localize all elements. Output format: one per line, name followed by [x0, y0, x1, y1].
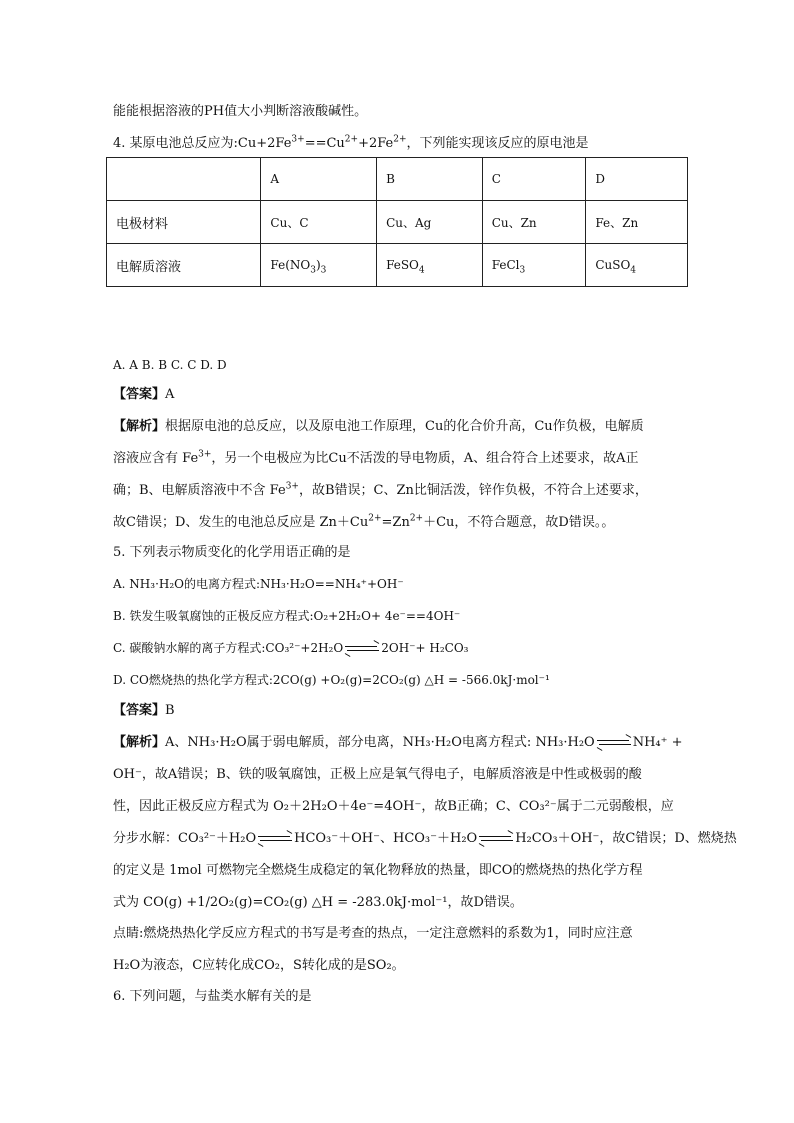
analysis-text: 确；B、电解质溶液中不含 Fe [113, 483, 286, 498]
table-cell: Fe、Zn [586, 201, 688, 244]
q5-option-d: D. CO燃烧热的热化学方程式:2CO(g) +O₂(g)=2CO₂(g) △H = -566.0kJ·mol⁻¹ [113, 673, 550, 687]
table-cell: Cu、Ag [377, 201, 483, 244]
table-cell [586, 244, 688, 287]
row-label-electrolyte: 电解质溶液 [107, 244, 261, 287]
answer-tag: 【答案】 [113, 387, 166, 402]
q4-choices: A. A B. B C. C D. D [113, 358, 227, 372]
q5-analysis-line-2: OH⁻，故A错误；B、铁的吸氧腐蚀，正极上应是氧气得电子，电解质溶液是中性或极弱的酸 [113, 767, 642, 782]
formula-sub: 4 [630, 265, 637, 276]
question-6-stem: 6. 下列问题，与盐类水解有关的是 [113, 989, 312, 1004]
q4-stem-sup2: 2+ [344, 134, 359, 145]
analysis-text: H₂CO₃＋OH⁻，故C错误；D、燃烧热 [515, 831, 737, 846]
analysis-text: NH₄⁺ + [632, 735, 683, 750]
q5-option-b: B. 铁发生吸氧腐蚀的正极反应方程式:O₂+2H₂O+ 4e⁻==4OH⁻ [113, 609, 461, 623]
q4-stem-mid1: ==Cu [304, 136, 345, 151]
table-header-cell: C [482, 158, 586, 201]
q5-tip-line-1: 点睛:燃烧热热化学反应方程式的书写是考查的热点，一定注意燃料的系数为1，同时应注意 [113, 926, 633, 941]
equilibrium-arrow-icon [345, 645, 379, 653]
analysis-sup: 3+ [198, 449, 212, 460]
q4-analysis-line-1 [113, 419, 703, 435]
analysis-text: HCO₃⁻＋OH⁻、HCO₃⁻＋H₂O [294, 831, 478, 846]
option-text: 2OH⁻+ H₂CO₃ [381, 641, 469, 655]
q5-analysis-line-3: 性，因此正极反应方程式为 O₂＋2H₂O＋4e⁻=4OH⁻，故B正确；C、CO₃²⁻属于二元弱酸根，应 [113, 799, 674, 814]
equilibrium-arrow-icon [597, 739, 631, 747]
table-cell [261, 244, 377, 287]
analysis-text: ＋Cu，不符合题意，故D错误。。 [423, 515, 615, 530]
analysis-text: 根据原电池的总反应，以及原电池工作原理，Cu的化合价升高，Cu作负极，电解质 [165, 419, 644, 434]
equilibrium-arrow-icon [479, 835, 513, 843]
analysis-text: A、NH₃·H₂O属于弱电解质，部分电离，NH₃·H₂O电离方程式: NH₃·H₂O [165, 735, 595, 750]
intro-line: 能能根据溶液的PH值大小判断溶液酸碱性。 [113, 104, 368, 119]
q5-analysis-line-4 [113, 831, 737, 847]
equilibrium-arrow-icon [258, 835, 292, 843]
q4-analysis-line-2 [113, 451, 703, 467]
table-cell [482, 244, 586, 287]
table-row [107, 201, 688, 244]
q5-analysis-line-5: 的定义是 1mol 可燃物完全燃烧生成稳定的氧化物释放的热量，即CO的燃烧热的热化学方程 [113, 863, 643, 878]
answer-tag: 【答案】 [113, 703, 166, 718]
analysis-sup: 2+ [368, 513, 382, 524]
q4-stem-sup1: 3+ [291, 134, 305, 145]
question-4-stem [113, 136, 703, 152]
table-cell: Cu、Zn [482, 201, 586, 244]
answer-value: B [165, 703, 175, 718]
table-header-cell: D [586, 158, 688, 201]
q5-option-c [113, 640, 703, 656]
analysis-text: ，故B错误；C、Zn比铜活泼，锌作负极，不符合上述要求， [298, 483, 648, 498]
analysis-sup: 2+ [409, 513, 424, 524]
analysis-text: ，另一个电极应为比Cu不活泼的导电物质，A、组合符合上述要求，故A正 [211, 451, 639, 466]
table-cell: Cu、C [261, 201, 377, 244]
formula-part: FeCl [491, 258, 520, 272]
table-header-cell [107, 158, 261, 201]
q4-stem-mid2: +2Fe [358, 136, 394, 151]
q5-tip-line-2: H₂O为液态，C应转化成CO₂，S转化成的是SO₂。 [113, 958, 405, 973]
formula-sub: 3 [519, 265, 526, 276]
answer-value: A [165, 387, 175, 402]
formula-part: ) [315, 258, 321, 272]
table-header-row [107, 158, 688, 201]
analysis-sup: 3+ [285, 481, 299, 492]
q5-option-a: A. NH₃·H₂O的电离方程式:NH₃·H₂O==NH₄⁺+OH⁻ [113, 577, 404, 591]
q4-stem-prefix: 4. 某原电池总反应为:Cu+2Fe [113, 136, 292, 151]
formula-part: FeSO [386, 258, 419, 272]
formula-sub: 3 [320, 265, 327, 276]
table-row [107, 244, 688, 287]
analysis-text: 故C错误；D、发生的电池总反应是 Zn＋Cu [113, 515, 369, 530]
q4-analysis-line-4 [113, 515, 703, 531]
formula-part: CuSO [595, 258, 631, 272]
question-5-stem: 5. 下列表示物质变化的化学用语正确的是 [113, 545, 351, 560]
q4-answer [113, 387, 703, 403]
formula-sub: 3 [310, 265, 316, 276]
row-label-electrode: 电极材料 [107, 201, 261, 244]
option-text: C. 碳酸钠水解的离子方程式:CO₃²⁻+2H₂O [113, 641, 344, 655]
q4-stem-suffix: ，下列能实现该反应的原电池是 [406, 136, 589, 151]
analysis-text: =Zn [381, 515, 410, 530]
table-cell [377, 244, 483, 287]
table-header-cell: A [261, 158, 377, 201]
analysis-tag: 【解析】 [113, 735, 166, 750]
q4-options-table [106, 157, 688, 287]
q4-analysis-line-3 [113, 483, 703, 499]
analysis-text: 溶液应含有 Fe [113, 451, 199, 466]
analysis-tag: 【解析】 [113, 419, 166, 434]
formula-sub: 4 [418, 265, 425, 276]
formula-part: Fe(NO [270, 258, 311, 272]
q5-analysis-line-6: 式为 CO(g) +1/2O₂(g)=CO₂(g) △H = -283.0kJ·mol⁻¹，故D错误。 [113, 895, 523, 910]
analysis-text: 分步水解：CO₃²⁻＋H₂O [113, 831, 257, 846]
q5-answer [113, 703, 703, 719]
q5-analysis-line-1 [113, 735, 703, 751]
table-header-cell: B [377, 158, 483, 201]
q4-stem-sup3: 2+ [393, 134, 407, 145]
